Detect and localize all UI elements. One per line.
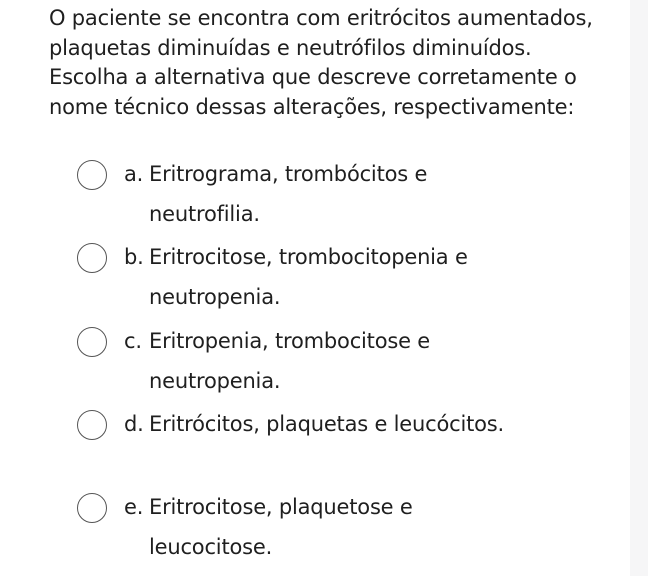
option-a-label[interactable]: Eritrograma, trombócitos e neutrofilia. bbox=[149, 162, 428, 226]
option-a-letter: a. bbox=[124, 162, 144, 186]
option-b-radio[interactable] bbox=[77, 243, 107, 273]
option-c-radio[interactable] bbox=[77, 327, 107, 357]
option-b[interactable] bbox=[0, 238, 630, 321]
option-e-letter: e. bbox=[124, 495, 144, 520]
option-d-letter: d. bbox=[124, 411, 144, 436]
option-b-letter: b. bbox=[124, 245, 144, 270]
answer-options bbox=[0, 155, 630, 571]
option-e-label[interactable]: Eritrocitose, plaquetose e leucocitose. bbox=[149, 495, 413, 560]
option-c-label[interactable]: Eritropenia, trombocitose e neutropenia. bbox=[149, 328, 431, 393]
option-b-label[interactable]: Eritrocitose, trombocitopenia e neutropenia. bbox=[149, 245, 468, 310]
option-a-radio[interactable] bbox=[77, 160, 107, 190]
option-d[interactable] bbox=[0, 405, 630, 488]
right-gutter bbox=[630, 0, 648, 576]
option-c[interactable] bbox=[0, 322, 630, 405]
option-a[interactable] bbox=[0, 155, 630, 238]
option-d-label[interactable]: Eritrócitos, plaquetas e leucócitos. bbox=[149, 411, 504, 436]
option-d-radio[interactable] bbox=[77, 410, 107, 440]
option-c-letter: c. bbox=[124, 328, 142, 353]
option-e-radio[interactable] bbox=[77, 493, 107, 523]
question-text: O paciente se encontra com eritrócitos aumentados, plaquetas diminuídas e neutrófilos diminuídos. Escolha a alternativa que descreve corretamente o nome técnico dessas alterações, respectivamente: bbox=[49, 6, 593, 119]
option-e[interactable] bbox=[0, 488, 630, 571]
